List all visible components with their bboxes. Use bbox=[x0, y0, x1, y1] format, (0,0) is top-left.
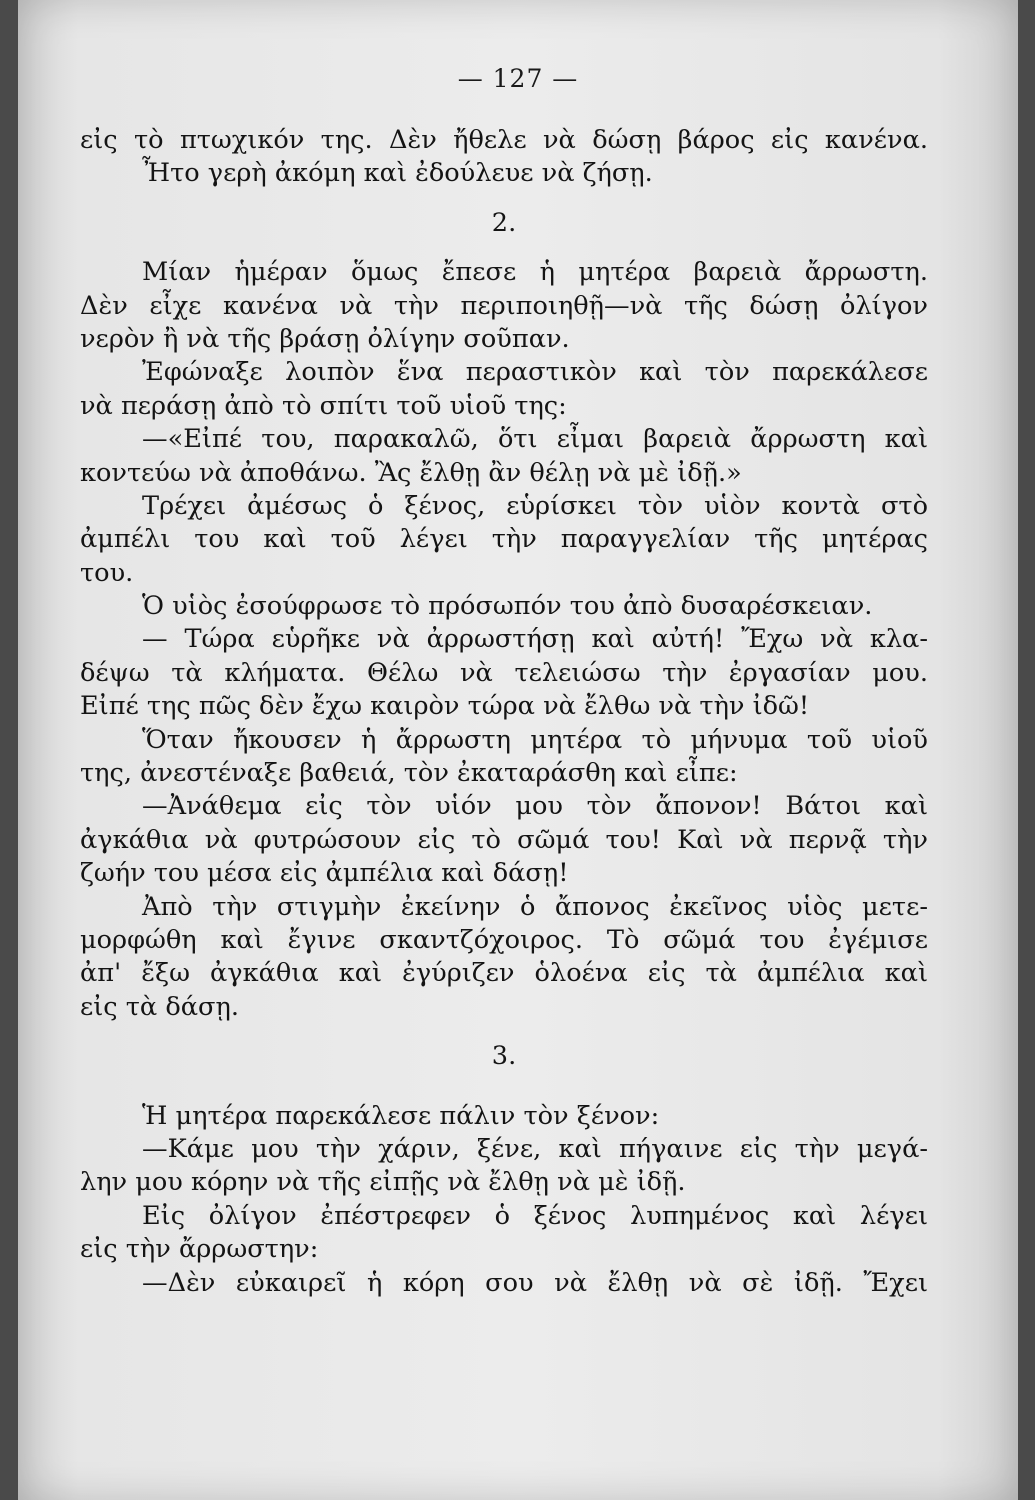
page-number: — 127 — bbox=[457, 64, 579, 93]
text-line: —«Εἰπέ του, παρακαλῶ, ὅτι εἶμαι βαρειὰ ἄρρωστη καὶ bbox=[142, 424, 928, 455]
text-line: Μίαν ἡμέραν ὅμως ἔπεσε ἡ μητέρα βαρειὰ ἄρρωστη. bbox=[142, 257, 928, 288]
text-line: Ὁ υἱὸς ἐσούφρωσε τὸ πρόσωπόν του ἀπὸ δυσαρέσκειαν. bbox=[142, 591, 873, 622]
text-line: —Ἀνάθεμα εἰς τὸν υἱόν μου τὸν ἄπονον! Βάτοι καὶ bbox=[142, 791, 928, 822]
page-text bbox=[80, 124, 928, 1300]
text-line: νερὸν ἢ νὰ τῆς βράσῃ ὀλίγην σοῦπαν. bbox=[80, 323, 570, 354]
text-line: εἰς τὴν ἄρρωστην: bbox=[80, 1234, 319, 1265]
text-line: Τρέχει ἀμέσως ὁ ξένος, εὑρίσκει τὸν υἱὸν κοντὰ στὸ bbox=[142, 490, 928, 521]
text-line: Ἐφώναξε λοιπὸν ἕνα περαστικὸν καὶ τὸν παρεκάλεσε bbox=[142, 357, 928, 388]
text-line: ἀγκάθια νὰ φυτρώσουν εἰς τὸ σῶμά του! Καὶ νὰ περνᾷ τὴν bbox=[80, 824, 928, 855]
text-line: Ἡ μητέρα παρεκάλεσε πάλιν τὸν ξένον: bbox=[142, 1100, 660, 1131]
text-line: Δὲν εἶχε κανένα νὰ τὴν περιποιηθῇ—νὰ τῆς δώσῃ ὀλίγον bbox=[80, 290, 928, 321]
spacer bbox=[80, 1074, 928, 1100]
text-line: της, ἀνεστέναξε βαθειά, τὸν ἐκαταράσθη καὶ εἶπε: bbox=[80, 758, 738, 789]
spacer bbox=[80, 240, 928, 256]
text-line: δέψω τὰ κλήματα. Θέλω νὰ τελειώσω τὴν ἐργασίαν μου. bbox=[80, 657, 928, 688]
text-line: —Δὲν εὐκαιρεῖ ἡ κόρη σου νὰ ἔλθῃ νὰ σὲ ἰδῇ. Ἔχει bbox=[142, 1267, 928, 1298]
text-line: κοντεύω νὰ ἀποθάνω. Ἂς ἔλθῃ ἂν θέλῃ νὰ μὲ ἰδῇ.» bbox=[80, 457, 742, 488]
book-page bbox=[18, 0, 1018, 1500]
text-line: — Τώρα εὑρῆκε νὰ ἀρρωστήσῃ καὶ αὐτή! Ἔχω νὰ κλα- bbox=[142, 624, 928, 655]
text-line: εἰς τὰ δάσῃ. bbox=[80, 991, 239, 1022]
text-line: ζωήν του μέσα εἰς ἀμπέλια καὶ δάσῃ! bbox=[80, 858, 569, 889]
section-heading: 3. bbox=[491, 1041, 517, 1072]
text-line: ἀμπέλι του καὶ τοῦ λέγει τὴν παραγγελίαν τῆς μητέρας bbox=[80, 524, 928, 555]
text-line: μορφώθη καὶ ἔγινε σκαντζόχοιρος. Τὸ σῶμά του ἐγέμισε bbox=[80, 924, 928, 955]
spacer bbox=[80, 191, 928, 207]
text-line: Εἰπέ της πῶς δὲν ἔχω καιρὸν τώρα νὰ ἔλθω νὰ τὴν ἰδῶ! bbox=[80, 691, 810, 722]
text-line: Εἰς ὀλίγον ἐπέστρεφεν ὁ ξένος λυπημένος καὶ λέγει bbox=[142, 1200, 928, 1231]
text-line: εἰς τὸ πτωχικόν της. Δὲν ἤθελε νὰ δώσῃ βάρος εἰς κανένα. bbox=[80, 125, 928, 155]
text-line: του. bbox=[80, 557, 134, 588]
text-line: —Κάμε μου τὴν χάριν, ξένε, καὶ πήγαινε εἰς τὴν μεγά- bbox=[142, 1133, 928, 1164]
spacer bbox=[80, 1024, 928, 1040]
text-line: Ἦτο γερὴ ἀκόμη καὶ ἐδούλευε νὰ ζήσῃ. bbox=[142, 158, 653, 189]
text-line: νὰ περάσῃ ἀπὸ τὸ σπίτι τοῦ υἱοῦ της: bbox=[80, 390, 567, 421]
text-line: Ὅταν ἤκουσεν ἡ ἄρρωστη μητέρα τὸ μήνυμα τοῦ υἱοῦ bbox=[142, 724, 928, 755]
text-line: λην μου κόρην νὰ τῆς εἰπῇς νὰ ἔλθῃ νὰ μὲ ἰδῇ. bbox=[80, 1167, 686, 1198]
section-heading: 2. bbox=[491, 207, 517, 238]
text-line: Ἀπὸ τὴν στιγμὴν ἐκείνην ὁ ἄπονος ἐκεῖνος υἱὸς μετε- bbox=[142, 891, 928, 922]
text-line: ἀπ' ἔξω ἀγκάθια καὶ ἐγύριζεν ὁλοένα εἰς τὰ ἀμπέλια καὶ bbox=[80, 958, 928, 989]
